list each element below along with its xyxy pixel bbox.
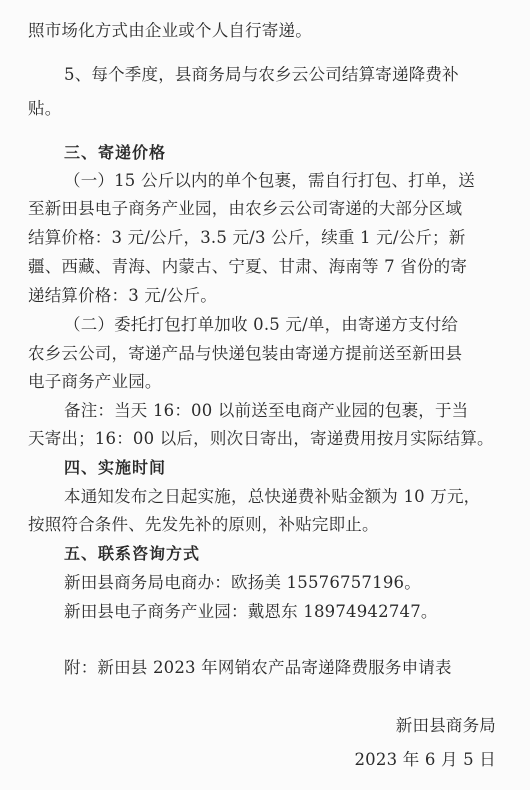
attachment-line: 附：新田县 2023 年网销农产品寄递降费服务申请表 — [64, 658, 452, 677]
text-line: 结算价格：3 元/公斤，3.5 元/3 公斤，续重 1 元/公斤；新 — [28, 228, 466, 247]
text-line: （一）15 公斤以内的单个包裹，需自行打包、打单，送 — [64, 171, 475, 190]
text-line: 5、每个季度，县商务局与农乡云公司结算寄递降费补 — [64, 65, 459, 84]
text-line: 本通知发布之日起实施，总快递费补贴金额为 10 万元， — [64, 487, 481, 506]
text-line: 至新田县电子商务产业园，由农乡云公司寄递的大部分区域 — [28, 199, 463, 218]
text-line: 电子商务产业园。 — [28, 372, 162, 391]
signature-date: 2023 年 6 月 5 日 — [354, 750, 496, 769]
text-line: 农乡云公司，寄递产品与快递包装由寄递方提前送至新田县 — [28, 344, 463, 363]
text-line: （二）委托打包打单加收 0.5 元/单，由寄递方支付给 — [64, 315, 459, 334]
text-line: 疆、西藏、青海、内蒙古、宁夏、甘肃、海南等 7 省份的寄 — [28, 257, 468, 276]
text-line: 照市场化方式由企业或个人自行寄递。 — [28, 21, 312, 40]
text-line: 贴。 — [28, 99, 62, 118]
text-line: 按照符合条件、先发先补的原则，补贴完即止。 — [28, 515, 379, 534]
text-line: 备注：当天 16：00 以前送至电商产业园的包裹，于当 — [64, 401, 469, 420]
text-line: 新田县电子商务产业园：戴恩东 18974942747。 — [64, 602, 438, 621]
signature-org: 新田县商务局 — [395, 716, 496, 735]
section-heading: 五、联系咨询方式 — [64, 544, 201, 563]
text-line: 递结算价格：3 元/公斤。 — [28, 286, 217, 305]
section-heading: 四、实施时间 — [64, 458, 167, 477]
text-line: 天寄出；16：00 以后，则次日寄出，寄递费用按月实际结算。 — [28, 429, 494, 448]
text-line: 新田县商务局电商办：欧扬美 15576757196。 — [64, 573, 421, 592]
section-heading: 三、寄递价格 — [64, 143, 167, 162]
